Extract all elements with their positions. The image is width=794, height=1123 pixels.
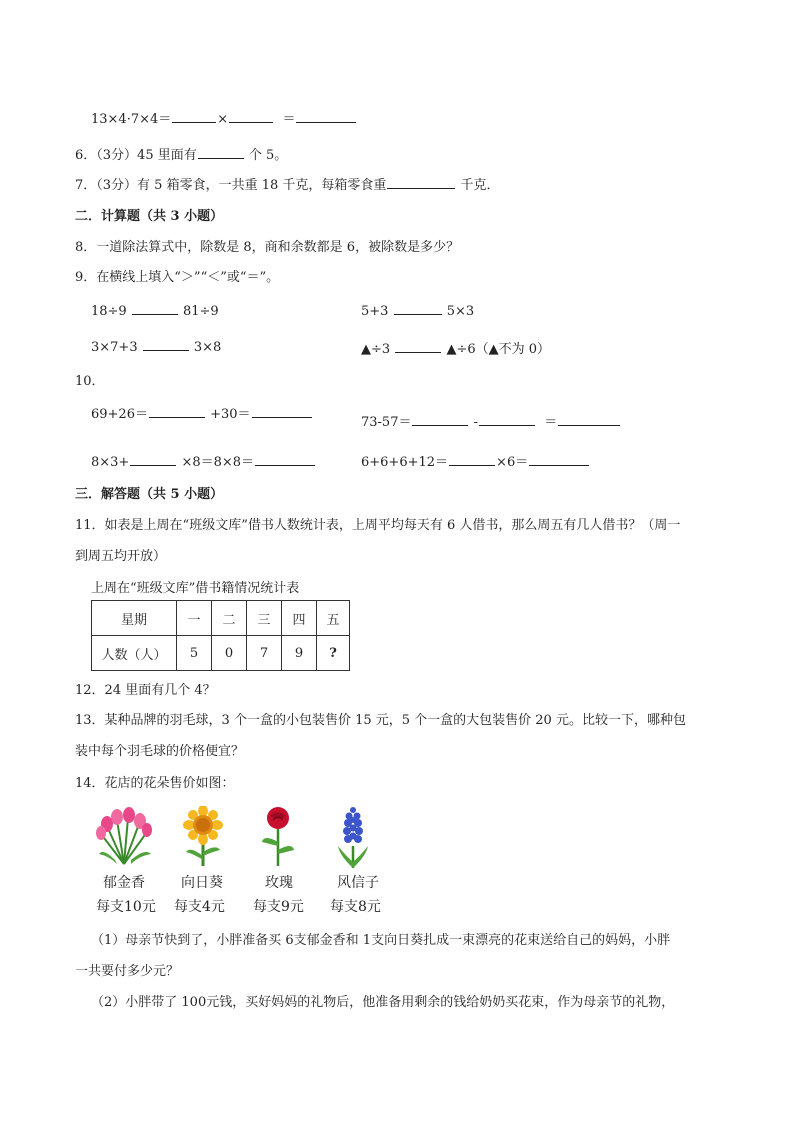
table-cell: 五: [317, 601, 350, 636]
q9-a-blank[interactable]: [132, 302, 178, 315]
q6-blank[interactable]: [198, 146, 244, 159]
q6: 6．（3分）45 里面有 个 5。: [75, 148, 288, 163]
table-cell: 7: [247, 636, 282, 671]
table-cell: ?: [317, 636, 350, 671]
q9-item-a: 18÷9 81÷9: [91, 304, 219, 319]
flower-price: 每支4元: [174, 899, 225, 915]
table-cell: 5: [177, 636, 212, 671]
q7-blank[interactable]: [387, 176, 455, 189]
q9-stem: 9．在横线上填入“＞”“＜”或“＝”。: [75, 270, 280, 285]
q12: 12．24 里面有几个 4？: [75, 683, 216, 698]
q5-blank-1[interactable]: [172, 110, 216, 123]
q13-line1: 13．某种品牌的羽毛球，3 个一盒的小包装售价 15 元，5 个一盒的大包装售价 20 元。比较一下，哪种包: [75, 713, 686, 728]
q10-r2a-blank-1[interactable]: [130, 453, 176, 466]
section-3-title: 三．解答题（共 5 小题）: [75, 487, 224, 502]
q10-r2b-blank-2[interactable]: [529, 453, 589, 466]
table-header-row: [92, 601, 350, 636]
table-cell: 一: [177, 601, 212, 636]
q14-part1-line2: 一共要付多少元？: [75, 964, 180, 979]
table-cell: 星期: [92, 601, 177, 636]
q9-b-blank[interactable]: [394, 302, 442, 315]
q5-line: 13×4·7×4＝ × ＝: [91, 108, 357, 127]
q11-table: [91, 600, 350, 671]
flower-name: 玫瑰: [265, 875, 293, 891]
q9-c-blank[interactable]: [143, 338, 189, 351]
q11-line2: 到周五均开放）: [75, 549, 167, 564]
q11-table-title: 上周在“班级文库”借书籍情况统计表: [91, 581, 300, 596]
q14-part1-line1: （1）母亲节快到了，小胖准备买 6支郁金香和 1支向日葵扎成一束漂亮的花束送给自己的妈妈，小胖: [91, 933, 671, 948]
q9-item-c: 3×7+3 3×8: [91, 340, 222, 355]
q8: 8．一道除法算式中，除数是 8，商和余数都是 6，被除数是多少？: [75, 240, 460, 255]
table-row: [92, 636, 350, 671]
q10-row1-left: 69+26＝ +30＝: [91, 403, 313, 422]
q9-item-b: 5+3 5×3: [361, 304, 475, 319]
tulip-image: [93, 804, 155, 866]
flower-name: 郁金香: [103, 875, 145, 891]
section-2-title: 二．计算题（共 3 小题）: [75, 209, 224, 224]
flower-name: 向日葵: [181, 875, 223, 891]
flower-name: 风信子: [337, 875, 379, 891]
q10-row1-right: 73-57＝ - ＝: [361, 411, 621, 430]
q10-row2-left: 8×3+ ×8＝8×8＝: [91, 451, 316, 470]
rose-image: [256, 806, 300, 866]
q10-r1b-blank-3[interactable]: [558, 413, 620, 426]
q10-r2a-blank-2[interactable]: [255, 453, 315, 466]
flower-price: 每支8元: [330, 899, 381, 915]
table-cell: 二: [212, 601, 247, 636]
q10-row2-right: 6+6+6+12＝ ×6＝: [361, 451, 590, 470]
q10-stem: 10．: [75, 374, 105, 389]
q10-r1b-blank-2[interactable]: [479, 413, 535, 426]
table-cell: 9: [282, 636, 317, 671]
flower-price: 每支9元: [253, 899, 304, 915]
q14-part2-line1: （2）小胖带了 100元钱，买好妈妈的礼物后，他准备用剩余的钱给奶奶买花束，作为母亲节的礼物，: [91, 995, 675, 1010]
q9-d-blank[interactable]: [395, 340, 441, 353]
table-cell: 四: [282, 601, 317, 636]
sunflower-image: [180, 806, 226, 866]
q13-line2: 装中每个羽毛球的价格便宜？: [75, 744, 245, 759]
q14-stem: 14．花店的花朵售价如图：: [75, 776, 235, 791]
q10-r1a-blank-2[interactable]: [252, 405, 312, 418]
table-cell: 0: [212, 636, 247, 671]
q11-line1: 11．如表是上周在“班级文库”借书人数统计表，上周平均每天有 6 人借书，那么周五有几人借书？（周一: [75, 518, 681, 533]
table-cell: 人数（人）: [92, 636, 177, 671]
q7: 7．（3分）有 5 箱零食，一共重 18 千克，每箱零食重 千克．: [75, 178, 500, 193]
q9-item-d: ▲÷3 ▲÷6（▲不为 0）: [361, 342, 551, 357]
table-cell: 三: [247, 601, 282, 636]
q10-r1a-blank-1[interactable]: [149, 405, 205, 418]
q5-blank-2[interactable]: [229, 110, 273, 123]
q10-r1b-blank-1[interactable]: [412, 413, 468, 426]
hyacinth-image: [336, 806, 370, 868]
q5-blank-3[interactable]: [296, 110, 356, 123]
flower-price: 每支10元: [96, 899, 156, 915]
q10-r2b-blank-1[interactable]: [449, 453, 495, 466]
